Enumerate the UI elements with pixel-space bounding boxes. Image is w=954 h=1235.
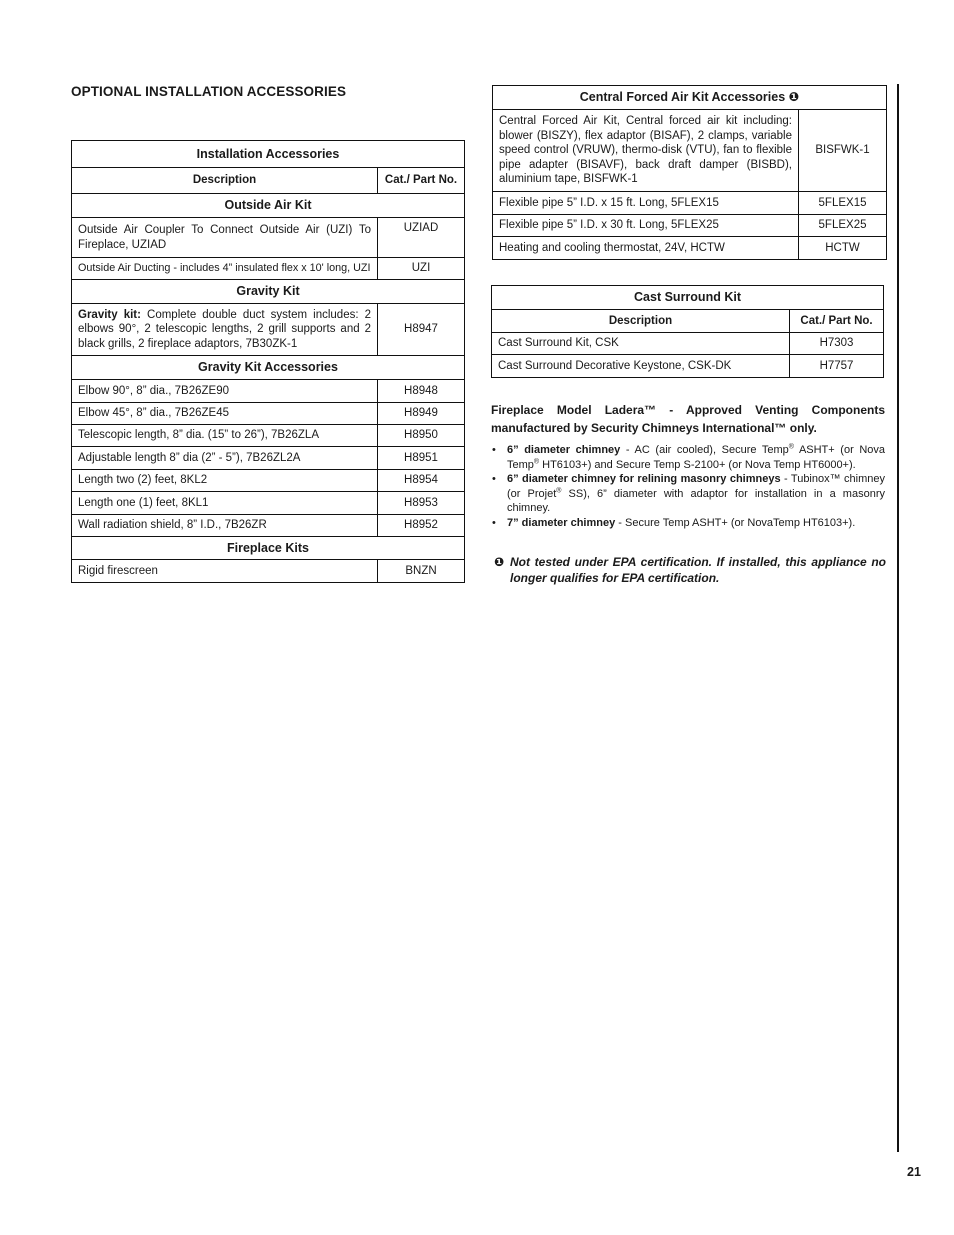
row-description: Elbow 45°, 8” dia., 7B26ZE45 xyxy=(72,403,378,425)
row-part-number: H8953 xyxy=(378,492,465,515)
row-part-number: BISFWK-1 xyxy=(799,110,887,192)
registered-mark: ® xyxy=(788,443,794,451)
item-text: ASHT+ (or Nova Temp xyxy=(507,444,886,471)
venting-list xyxy=(491,443,885,530)
row-part-number: 5FLEX25 xyxy=(799,215,887,237)
venting-components xyxy=(491,402,885,530)
row-part-number: UZI xyxy=(378,258,465,280)
item-text: - AC (air cooled), Secure Temp xyxy=(620,444,789,456)
item-text: - Tubinox™ chimney (or Projet xyxy=(507,473,885,500)
table-row xyxy=(492,333,884,355)
row-description: Central Forced Air Kit, Central forced air kit including: blower (BISZY), flex adaptor (BISAF), 2 clamps, variable speed control (VRUW), thermo-disk (VTU), fan to flexible pipe adapter (BISAVF), back draft damper (BISBD), aluminium tape, BISFWK-1 xyxy=(493,110,799,192)
row-description: Wall radiation shield, 8” I.D., 7B26ZR xyxy=(72,515,378,537)
row-description: Length one (1) feet, 8KL1 xyxy=(72,492,378,515)
table-row xyxy=(493,192,887,215)
row-part-number: HCTW xyxy=(799,237,887,260)
central-forced-air-table xyxy=(492,85,887,260)
list-item xyxy=(491,472,885,516)
row-description: Outside Air Coupler To Connect Outside Air (UZI) To Fireplace, UZIAD xyxy=(72,218,378,258)
table-row xyxy=(72,425,465,447)
row-description: Cast Surround Kit, CSK xyxy=(492,333,790,355)
row-part-number: 5FLEX15 xyxy=(799,192,887,215)
item-lead: 7” diameter chimney xyxy=(507,516,616,529)
list-item xyxy=(491,516,885,531)
row-part-number: H8948 xyxy=(378,380,465,403)
row-description: Rigid firescreen xyxy=(72,560,378,583)
central-forced-air-title: Central Forced Air Kit Accessories ❶ xyxy=(493,86,887,110)
row-description: Outside Air Ducting - includes 4” insulated flex x 10' long, UZI xyxy=(72,258,378,280)
section-title: OPTIONAL INSTALLATION ACCESSORIES xyxy=(71,84,347,99)
cast-surround-title: Cast Surround Kit xyxy=(492,286,884,310)
epa-note xyxy=(494,554,886,586)
table-row xyxy=(72,218,465,258)
venting-heading: Fireplace Model Ladera™ - Approved Venting Components manufactured by Security Chimneys International™ only. xyxy=(491,403,885,435)
outside-air-kit-header: Outside Air Kit xyxy=(72,194,465,218)
row-description xyxy=(72,304,378,356)
table-row xyxy=(493,237,887,260)
row-part-number: H8954 xyxy=(378,470,465,492)
row-part-number: H8950 xyxy=(378,425,465,447)
item-lead: 6” diameter chimney for relining masonry chimneys xyxy=(507,473,781,485)
cast-surround-table xyxy=(491,285,884,378)
installation-table-title: Installation Accessories xyxy=(72,141,465,168)
row-part-number: H7303 xyxy=(790,333,884,355)
table-row xyxy=(72,258,465,280)
bullet: • xyxy=(492,444,496,456)
row-part-number: BNZN xyxy=(378,560,465,583)
table-row xyxy=(493,110,887,192)
column-header-description: Description xyxy=(492,310,790,333)
table-row xyxy=(492,355,884,378)
registered-mark: ® xyxy=(556,486,562,494)
row-part-number: UZIAD xyxy=(378,218,465,258)
row-description: Heating and cooling thermostat, 24V, HCTW xyxy=(493,237,799,260)
bullet: • xyxy=(492,473,496,485)
item-text: SS), 6” diameter with adaptor for installation in a masonry chimney. xyxy=(507,487,885,514)
row-part-number: H8949 xyxy=(378,403,465,425)
registered-mark: ® xyxy=(533,457,540,465)
row-description: Flexible pipe 5” I.D. x 30 ft. Long, 5FLEX25 xyxy=(493,215,799,237)
item-text: - Secure Temp ASHT+ (or NovaTemp HT6103+). xyxy=(615,516,856,529)
column-header-part: Cat./ Part No. xyxy=(790,310,884,333)
installation-accessories-table xyxy=(71,140,465,583)
row-part-number: H8951 xyxy=(378,447,465,470)
row-part-number: H8952 xyxy=(378,515,465,537)
table-row xyxy=(72,447,465,470)
row-description: Telescopic length, 8” dia. (15” to 26”), 7B26ZLA xyxy=(72,425,378,447)
row-description: Adjustable length 8” dia (2” - 5”), 7B26ZL2A xyxy=(72,447,378,470)
table-row xyxy=(493,215,887,237)
table-row xyxy=(72,380,465,403)
row-description: Elbow 90°, 8” dia., 7B26ZE90 xyxy=(72,380,378,403)
row-description: Cast Surround Decorative Keystone, CSK-DK xyxy=(492,355,790,378)
table-row xyxy=(72,304,465,356)
fireplace-kits-header: Fireplace Kits xyxy=(72,537,465,560)
column-header-description: Description xyxy=(72,168,378,194)
table-row xyxy=(72,515,465,537)
gravity-kit-lead: Gravity kit: xyxy=(78,308,141,321)
note-text: Not tested under EPA certification. If installed, this appliance no longer qualifies for EPA certification. xyxy=(510,555,886,585)
gravity-kit-accessories-header: Gravity Kit Accessories xyxy=(72,356,465,380)
table-row xyxy=(72,492,465,515)
margin-rule xyxy=(897,84,899,1152)
note-marker-icon: ❶ xyxy=(494,555,505,569)
table-row xyxy=(72,470,465,492)
page-number: 21 xyxy=(907,1165,921,1179)
list-item xyxy=(491,443,885,472)
row-part-number: H7757 xyxy=(790,355,884,378)
bullet: • xyxy=(492,516,496,529)
row-part-number: H8947 xyxy=(378,304,465,356)
table-row xyxy=(72,560,465,583)
row-description: Length two (2) feet, 8KL2 xyxy=(72,470,378,492)
gravity-kit-desc: Complete double duct system includes: 2 elbows 90°, 2 telescopic lengths, 2 grill supports and 2 black grills, 2 fireplace adaptors, 7B30ZK-1 xyxy=(78,308,371,350)
item-text: HT6103+) and Secure Temp S-2100+ (or Nova Temp HT6000+). xyxy=(539,458,856,471)
row-description: Flexible pipe 5” I.D. x 15 ft. Long, 5FLEX15 xyxy=(493,192,799,215)
gravity-kit-header: Gravity Kit xyxy=(72,280,465,304)
table-row xyxy=(72,403,465,425)
item-lead: 6” diameter chimney xyxy=(507,444,621,456)
column-header-part: Cat./ Part No. xyxy=(378,168,465,194)
